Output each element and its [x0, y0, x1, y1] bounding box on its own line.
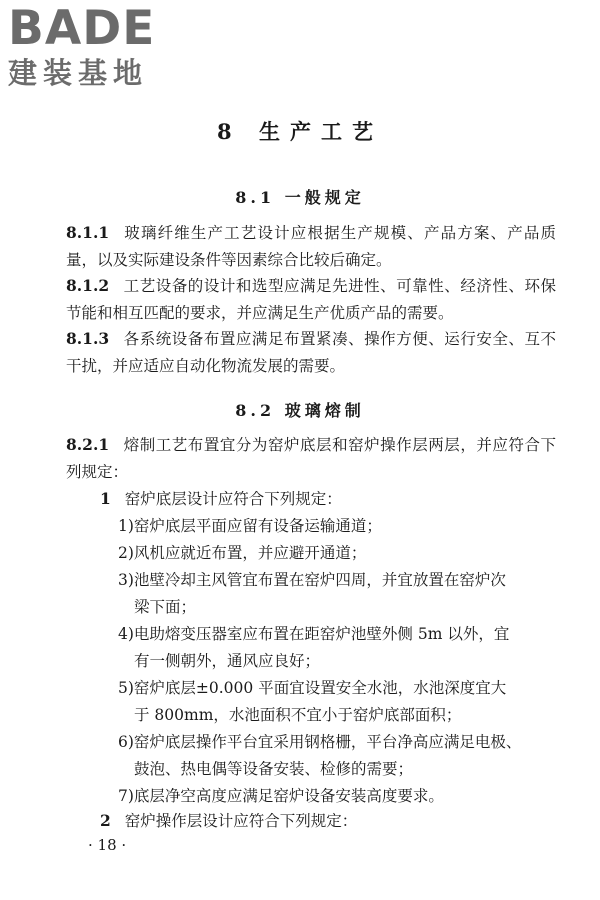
sub-item — [118, 567, 560, 620]
sub-item-continuation: 于 800mm，水池面积不宜小于窑炉底部面积； — [134, 705, 462, 724]
sub-item — [118, 729, 560, 782]
item-number: 1 — [100, 489, 111, 508]
chapter-title: 8 生产工艺 — [217, 119, 383, 144]
clause-text: 玻璃纤维生产工艺设计应根据生产规模、产品方案、产品质量，以及实际建设条件等因素综合比较后确定。 — [66, 224, 556, 269]
sub-item — [118, 621, 560, 674]
section-title: 8.2 玻璃熔制 — [235, 401, 365, 420]
sub-item-text: 4)电助熔变压器室应布置在距窑炉池壁外侧 5m 以外，宜 — [118, 625, 510, 643]
brand-logo — [8, 1, 178, 90]
item-text: 窑炉操作层设计应符合下列规定： — [124, 812, 358, 830]
clause-number: 8.1.3 — [66, 329, 110, 348]
page-number: · 18 · — [88, 836, 127, 854]
clause-8-1-3 — [66, 326, 556, 379]
item-text: 窑炉底层设计应符合下列规定： — [124, 490, 342, 508]
clause-8-1-1 — [66, 220, 556, 273]
sub-item — [118, 513, 560, 540]
sub-item-text: 2)风机应就近布置，并应避开通道； — [118, 544, 367, 562]
sub-item-text: 6)窑炉底层操作平台宜采用钢格栅，平台净高应满足电极、 — [118, 733, 522, 751]
clause-number: 8.1.1 — [66, 223, 110, 242]
sub-item — [118, 783, 560, 810]
sub-item-text: 5)窑炉底层±0.000 平面宜设置安全水池，水池深度宜大 — [118, 679, 507, 697]
logo-wordmark: BADE — [8, 1, 156, 56]
sub-item — [118, 675, 560, 728]
clause-text: 工艺设备的设计和选型应满足先进性、可靠性、经济性、环保节能和相互匹配的要求，并应满足生产优质产品的需要。 — [66, 277, 556, 322]
logo-subtitle: 建装基地 — [8, 56, 149, 90]
sub-item-text: 3)池壁冷却主风管宜布置在窑炉四周，并宜放置在窑炉次 — [118, 571, 506, 589]
clause-8-2-1 — [66, 432, 556, 485]
sub-item-continuation: 鼓泡、热电偶等设备安装、检修的需要； — [134, 759, 414, 778]
clause-number: 8.2.1 — [66, 435, 110, 454]
clause-number: 8.1.2 — [66, 276, 110, 295]
sub-item-continuation: 有一侧朝外，通风应良好； — [134, 651, 321, 670]
sub-item — [118, 540, 560, 567]
list-item — [100, 808, 357, 835]
list-item — [100, 486, 342, 513]
sub-item-continuation: 梁下面； — [134, 597, 197, 616]
clause-text: 熔制工艺布置宜分为窑炉底层和窑炉操作层两层，并应符合下列规定： — [66, 436, 556, 481]
sub-item-text: 1)窑炉底层平面应留有设备运输通道； — [118, 517, 382, 535]
item-number: 2 — [100, 811, 111, 830]
clause-8-1-2 — [66, 273, 556, 326]
clause-text: 各系统设备布置应满足布置紧凑、操作方便、运行安全、互不干扰，并应适应自动化物流发展的需要。 — [66, 330, 556, 375]
section-title: 8.1 一般规定 — [235, 188, 365, 207]
sub-item-text: 7)底层净空高度应满足窑炉设备安装高度要求。 — [118, 787, 444, 805]
